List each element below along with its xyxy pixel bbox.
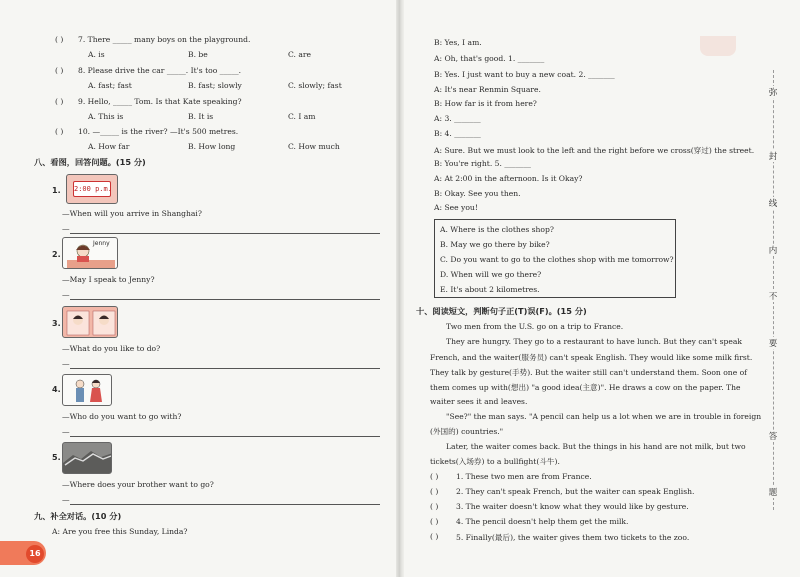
mc-option: A. is [88, 50, 105, 59]
mc-option: C. slowly; fast [288, 81, 342, 90]
clock-picture [66, 174, 118, 204]
mc-option: B. It is [188, 112, 214, 121]
two-kids-icon [63, 307, 118, 338]
great-wall-picture [62, 442, 112, 474]
dialog-line: B: Yes. I just want to buy a new coat. 2. _______ [434, 70, 615, 79]
picture-number: 1. [52, 186, 61, 195]
children-picture [62, 306, 118, 338]
mc-question: 9. Hello, _____ Tom. Is that Kate speaking? [78, 97, 242, 106]
mc-question: 8. Please drive the car _____. It's too _____. [78, 66, 242, 75]
tf-paren[interactable]: ( ) [430, 487, 439, 496]
tf-statement: 3. The waiter doesn't know what they would like by gesture. [456, 502, 689, 511]
passage-line: (外国的) countries." [430, 427, 504, 436]
passage-line: Later, the waiter comes back. But the things in his hand are not milk, but two [446, 442, 746, 451]
passage-line: them comes up with(想出) "a good idea(主意)". He draws a cow on the paper. The [430, 383, 741, 392]
picture-question: —May I speak to Jenny? [62, 275, 155, 284]
dialog-line: A: It's near Renmin Square. [434, 85, 541, 94]
answer-line[interactable] [70, 436, 380, 437]
mc-option: C. I am [288, 112, 316, 121]
tf-statement: 1. These two men are from France. [456, 472, 592, 481]
picture-question: —Where does your brother want to go? [62, 480, 214, 489]
answer-line[interactable] [70, 233, 380, 234]
picture-question: —When will you arrive in Shanghai? [62, 209, 202, 218]
mc-option: A. fast; fast [88, 81, 132, 90]
seal-char: 内 [764, 244, 782, 256]
mc-option: A. This is [88, 112, 124, 121]
mc-paren[interactable]: ( ) [55, 127, 64, 136]
picture-number: 4. [52, 385, 61, 394]
section-10-title: 十、阅读短文，判断句子正(T)误(F)。(15 分) [416, 306, 587, 316]
girl-phone-icon [63, 238, 118, 269]
decorative-blob [700, 36, 736, 56]
tf-paren[interactable]: ( ) [430, 532, 439, 541]
page-number: 16 [26, 545, 44, 563]
passage-line: "See?" the man says. "A pencil can help us a lot when we are in trouble in foreign [446, 412, 762, 421]
people-picture [62, 374, 112, 406]
seal-char: 弥 [764, 86, 782, 98]
answer-dash: — [62, 224, 70, 233]
seal-char: 线 [764, 197, 782, 209]
dialog-line: B: 4. _______ [434, 129, 481, 138]
tf-paren[interactable]: ( ) [430, 502, 439, 511]
man-woman-icon [63, 375, 112, 406]
mc-paren[interactable]: ( ) [55, 66, 64, 75]
answer-line[interactable] [70, 368, 380, 369]
mc-option: B. How long [188, 142, 236, 151]
option-item: B. May we go there by bike? [440, 240, 550, 249]
picture-question: —Who do you want to go with? [62, 412, 182, 421]
mc-option: B. fast; slowly [188, 81, 242, 90]
section-9-title: 九、补全对话。(10 分) [34, 511, 122, 521]
dialog-line: B: You're right. 5. _______ [434, 159, 531, 168]
dialog-line: A: Sure. But we must look to the left and the right before we cross(穿过) the street. [434, 146, 755, 155]
answer-dash: — [62, 495, 70, 504]
passage-line: French, and the waiter(服务员) can't speak English. They would like some milk first. [430, 353, 753, 362]
tf-statement: 4. The pencil doesn't help them get the milk. [456, 517, 629, 526]
seal-char: 封 [764, 150, 782, 162]
mc-question: 10. —_____ is the river? —It's 500 metres. [78, 127, 239, 136]
book-fold [396, 0, 404, 577]
dialog-line: A: Oh, that's good. 1. _______ [434, 54, 545, 63]
dialog-line: B: Okay. See you then. [434, 189, 521, 198]
option-item: A. Where is the clothes shop? [440, 225, 554, 234]
answer-dash: — [62, 359, 70, 368]
passage-line: They talk by gesture(手势). But the waiter still can't understand them. Soon one of [430, 368, 747, 377]
picture-number: 3. [52, 319, 61, 328]
picture-question: —What do you like to do? [62, 344, 161, 353]
answer-line[interactable] [70, 504, 380, 505]
dialog-line: A: 3. _______ [434, 114, 481, 123]
picture-number: 5. [52, 453, 61, 462]
great-wall-icon [63, 443, 112, 474]
seal-char: 不 [764, 290, 782, 302]
passage-line: Two men from the U.S. go on a trip to France. [446, 322, 624, 331]
dialog-line: A: See you! [434, 203, 478, 212]
seal-char: 要 [764, 337, 782, 349]
tf-paren[interactable]: ( ) [430, 517, 439, 526]
passage-line: waiter sees it and leaves. [430, 397, 528, 406]
dialog-line: A: At 2:00 in the afternoon. Is it Okay? [434, 174, 583, 183]
answer-dash: — [62, 290, 70, 299]
mc-option: A. How far [88, 142, 130, 151]
tf-statement: 2. They can't speak French, but the waiter can speak English. [456, 487, 695, 496]
dialog-line: B: How far is it from here? [434, 99, 537, 108]
tf-statement: 5. Finally(最后), the waiter gives them two tickets to the zoo. [456, 533, 690, 542]
passage-line: tickets(入场券) to a bullfight(斗牛). [430, 457, 560, 466]
section-8-title: 八、看图，回答问题。(15 分) [34, 157, 146, 167]
dialog-line: A: Are you free this Sunday, Linda? [52, 527, 188, 536]
jenny-label: Jenny [93, 240, 110, 247]
seal-char: 答 [764, 430, 782, 442]
picture-number: 2. [52, 250, 61, 259]
option-item: D. When will we go there? [440, 270, 542, 279]
mc-option: C. are [288, 50, 312, 59]
mc-option: B. be [188, 50, 208, 59]
answer-dash: — [62, 427, 70, 436]
option-item: E. It's about 2 kilometres. [440, 285, 540, 294]
passage-line: They are hungry. They go to a restaurant to have lunch. But they can't speak [446, 337, 742, 346]
answer-line[interactable] [70, 299, 380, 300]
dialog-line: B: Yes, I am. [434, 38, 482, 47]
jenny-picture [62, 237, 118, 269]
option-item: C. Do you want to go to the clothes shop with me tomorrow? [440, 255, 674, 264]
mc-paren[interactable]: ( ) [55, 35, 64, 44]
time-label: 2:00 p.m. [73, 181, 111, 197]
mc-paren[interactable]: ( ) [55, 97, 64, 106]
tf-paren[interactable]: ( ) [430, 472, 439, 481]
mc-option: C. How much [288, 142, 340, 151]
seal-char: 题 [764, 486, 782, 498]
mc-question: 7. There _____ many boys on the playground. [78, 35, 251, 44]
